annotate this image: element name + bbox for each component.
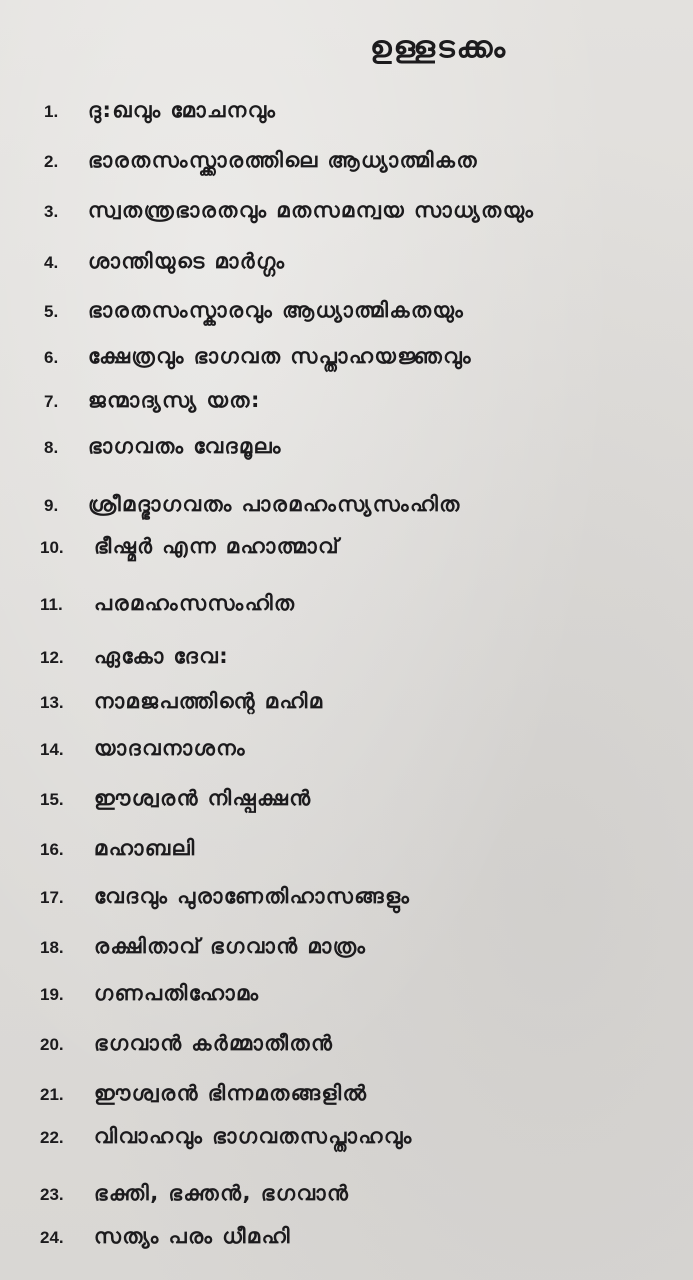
toc-item-title: സത്യം പരം ധീമഹി bbox=[94, 1224, 291, 1248]
toc-item bbox=[0, 975, 693, 1015]
toc-item bbox=[0, 878, 693, 918]
toc-item bbox=[0, 486, 693, 526]
toc-item-number: 23. bbox=[40, 1185, 64, 1204]
toc-item bbox=[0, 730, 693, 770]
toc-item bbox=[0, 338, 693, 378]
toc-item bbox=[0, 928, 693, 968]
toc-item-number: 7. bbox=[44, 392, 59, 411]
toc-item-title: ഈശ്വരൻ നിഷ്പക്ഷൻ bbox=[94, 786, 312, 810]
toc-item bbox=[0, 830, 693, 870]
toc-item bbox=[0, 382, 693, 422]
toc-item-title: ഭക്തി, ഭക്തൻ, ഭഗവാൻ bbox=[94, 1181, 350, 1205]
toc-item-title: ഈശ്വരൻ ഭിന്നമതങ്ങളിൽ bbox=[94, 1081, 368, 1105]
toc-item-number: 2. bbox=[44, 152, 59, 171]
toc-item-title: ശ്രീമദ്ഭാഗവതം പാരമഹംസ്യസംഹിത bbox=[88, 492, 461, 516]
toc-item bbox=[0, 780, 693, 820]
toc-item bbox=[0, 585, 693, 625]
toc-item-number: 12. bbox=[40, 648, 64, 667]
toc-item-title: ജന്മാദ്യസ്യ യത: bbox=[88, 388, 261, 412]
toc-item-number: 6. bbox=[44, 348, 59, 367]
toc-item-number: 3. bbox=[44, 202, 59, 221]
toc-item-number: 18. bbox=[40, 938, 64, 957]
toc-item bbox=[0, 1218, 693, 1258]
toc-item-number: 11. bbox=[40, 595, 63, 614]
toc-item-title: യാദവനാശനം bbox=[94, 736, 247, 760]
toc-item-number: 5. bbox=[44, 302, 59, 321]
toc-item-title: ക്ഷേത്രവും ഭാഗവത സപ്താഹയജ്ഞവും bbox=[88, 344, 472, 368]
toc-item bbox=[0, 142, 693, 182]
toc-item-number: 20. bbox=[40, 1035, 64, 1054]
toc-item-title: രക്ഷിതാവ് ഭഗവാൻ മാത്രം bbox=[94, 934, 367, 958]
toc-item bbox=[0, 428, 693, 468]
toc-item-number: 15. bbox=[40, 790, 64, 809]
toc-item bbox=[0, 528, 693, 568]
toc-item-title: ഭീഷ്മർ എന്ന മഹാത്മാവ് bbox=[94, 534, 340, 558]
toc-item-number: 1. bbox=[44, 102, 59, 121]
toc-item-title: ഭാഗവതം വേദമൂലം bbox=[88, 434, 282, 458]
toc-item bbox=[0, 92, 693, 132]
toc-item-number: 4. bbox=[44, 253, 59, 272]
toc-item-title: മഹാബലി bbox=[94, 836, 196, 860]
toc-item bbox=[0, 638, 693, 678]
toc-item bbox=[0, 1025, 693, 1065]
toc-item bbox=[0, 192, 693, 232]
toc-item bbox=[0, 683, 693, 723]
toc-item-title: ശാന്തിയുടെ മാർഗ്ഗം bbox=[88, 249, 286, 273]
toc-item-title: പരമഹംസസംഹിത bbox=[94, 591, 296, 615]
toc-item bbox=[0, 243, 693, 283]
toc-item-number: 19. bbox=[40, 985, 64, 1004]
page-title: ഉള്ളടക്കം bbox=[370, 30, 508, 65]
toc-item-title: ഗണപതിഹോമം bbox=[94, 981, 260, 1005]
toc-item-title: സ്വതന്ത്രഭാരതവും മതസമന്വയ സാധ്യതയും bbox=[88, 198, 535, 222]
toc-item-title: ഭാരതസംസ്ക്കാരത്തിലെ ആധ്യാത്മികത bbox=[88, 148, 478, 172]
toc-item-number: 17. bbox=[40, 888, 64, 907]
toc-item-title: വേദവും പുരാണേതിഹാസങ്ങളും bbox=[94, 884, 411, 908]
toc-item-number: 10. bbox=[40, 538, 64, 557]
toc-item bbox=[0, 292, 693, 332]
toc-item-title: ഏകോ ദേവ: bbox=[94, 644, 230, 668]
toc-item-number: 13. bbox=[40, 693, 64, 712]
toc-item-number: 21. bbox=[40, 1085, 64, 1104]
toc-item bbox=[0, 1175, 693, 1215]
toc-item bbox=[0, 1118, 693, 1158]
toc-item-title: ഭാരതസംസ്കാരവും ആധ്യാത്മികതയും bbox=[88, 298, 465, 322]
toc-item-number: 16. bbox=[40, 840, 64, 859]
toc-item-number: 14. bbox=[40, 740, 64, 759]
toc-item-title: ദു:ഖവും മോചനവും bbox=[88, 98, 277, 122]
toc-item-title: നാമജപത്തിന്റെ മഹിമ bbox=[94, 689, 324, 713]
toc-item-number: 8. bbox=[44, 438, 59, 457]
toc-item-number: 24. bbox=[40, 1228, 64, 1247]
toc-item-number: 9. bbox=[44, 496, 59, 515]
toc-item-title: ഭഗവാൻ കർമ്മാതീതൻ bbox=[94, 1031, 334, 1055]
toc-item bbox=[0, 1075, 693, 1115]
toc-item-title: വിവാഹവും ഭാഗവതസപ്താഹവും bbox=[94, 1124, 413, 1148]
toc-item-number: 22. bbox=[40, 1128, 64, 1147]
